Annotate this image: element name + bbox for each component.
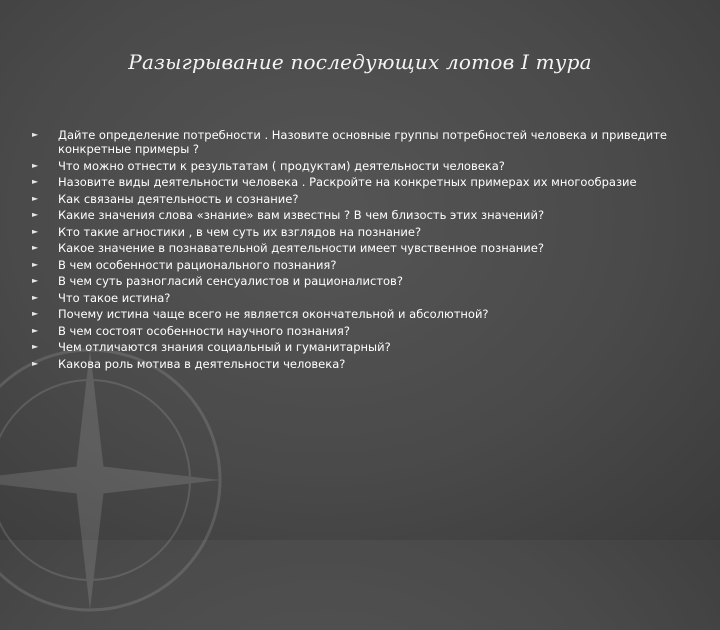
list-item bbox=[32, 258, 682, 272]
list-item bbox=[32, 291, 682, 305]
arrow-bullet-icon: ► bbox=[32, 160, 39, 170]
arrow-bullet-icon: ► bbox=[32, 342, 39, 351]
arrow-bullet-icon: ► bbox=[32, 193, 39, 203]
list-item-text: Почему истина чаще всего не является окончательной и абсолютной? bbox=[58, 307, 489, 321]
arrow-bullet-icon: ► bbox=[32, 177, 39, 186]
list-item bbox=[32, 324, 682, 338]
list-item-text: Какие значения слова «знание» вам известны ? В чем близость этих значений? bbox=[58, 208, 545, 222]
list-item-text: В чем состоят особенности научного познания? bbox=[58, 323, 350, 338]
list-item bbox=[32, 357, 682, 371]
list-item-text: Чем отличаются знания социальный и гуманитарный? bbox=[58, 340, 391, 354]
list-item bbox=[32, 159, 682, 173]
arrow-bullet-icon: ► bbox=[32, 292, 39, 302]
compass-watermark bbox=[0, 330, 240, 630]
slide-title: Разыгрывание последующих лотов I тура bbox=[128, 50, 592, 74]
list-item bbox=[32, 225, 682, 239]
list-item bbox=[32, 340, 682, 354]
list-item bbox=[32, 241, 682, 255]
list-item bbox=[32, 128, 682, 156]
list-item-text: Назовите виды деятельности человека . Раскройте на конкретных примерах их многообразие bbox=[58, 175, 637, 189]
list-item-text: Как связаны деятельность и сознание? bbox=[58, 191, 299, 206]
arrow-bullet-icon: ► bbox=[32, 325, 39, 335]
arrow-bullet-icon: ► bbox=[32, 358, 39, 368]
list-item-text: Какова роль мотива в деятельности человека? bbox=[58, 356, 346, 371]
arrow-bullet-icon: ► bbox=[32, 276, 39, 285]
list-item bbox=[32, 192, 682, 206]
arrow-bullet-icon: ► bbox=[32, 259, 39, 269]
arrow-bullet-icon: ► bbox=[32, 130, 39, 139]
arrow-bullet-icon: ► bbox=[32, 226, 39, 236]
arrow-bullet-icon: ► bbox=[32, 243, 39, 252]
list-item bbox=[32, 274, 682, 288]
question-list bbox=[32, 128, 682, 373]
list-item-text: Что такое истина? bbox=[58, 290, 171, 305]
list-item bbox=[32, 175, 682, 189]
list-item-text: В чем особенности рационального познания? bbox=[58, 257, 337, 272]
list-item-text: Дайте определение потребности . Назовите основные группы потребностей человека и приведите конкретные примеры ? bbox=[58, 128, 667, 156]
list-item-text: Что можно отнести к результатам ( продуктам) деятельности человека? bbox=[58, 158, 505, 173]
list-item bbox=[32, 307, 682, 321]
list-item bbox=[32, 208, 682, 222]
list-item-text: Кто такие агностики , в чем суть их взглядов на познание? bbox=[58, 224, 422, 239]
arrow-bullet-icon: ► bbox=[32, 210, 39, 219]
list-item-text: Какое значение в познавательной деятельности имеет чувственное познание? bbox=[58, 241, 544, 255]
list-item-text: В чем суть разногласий сенсуалистов и рационалистов? bbox=[58, 274, 403, 288]
arrow-bullet-icon: ► bbox=[32, 309, 39, 318]
